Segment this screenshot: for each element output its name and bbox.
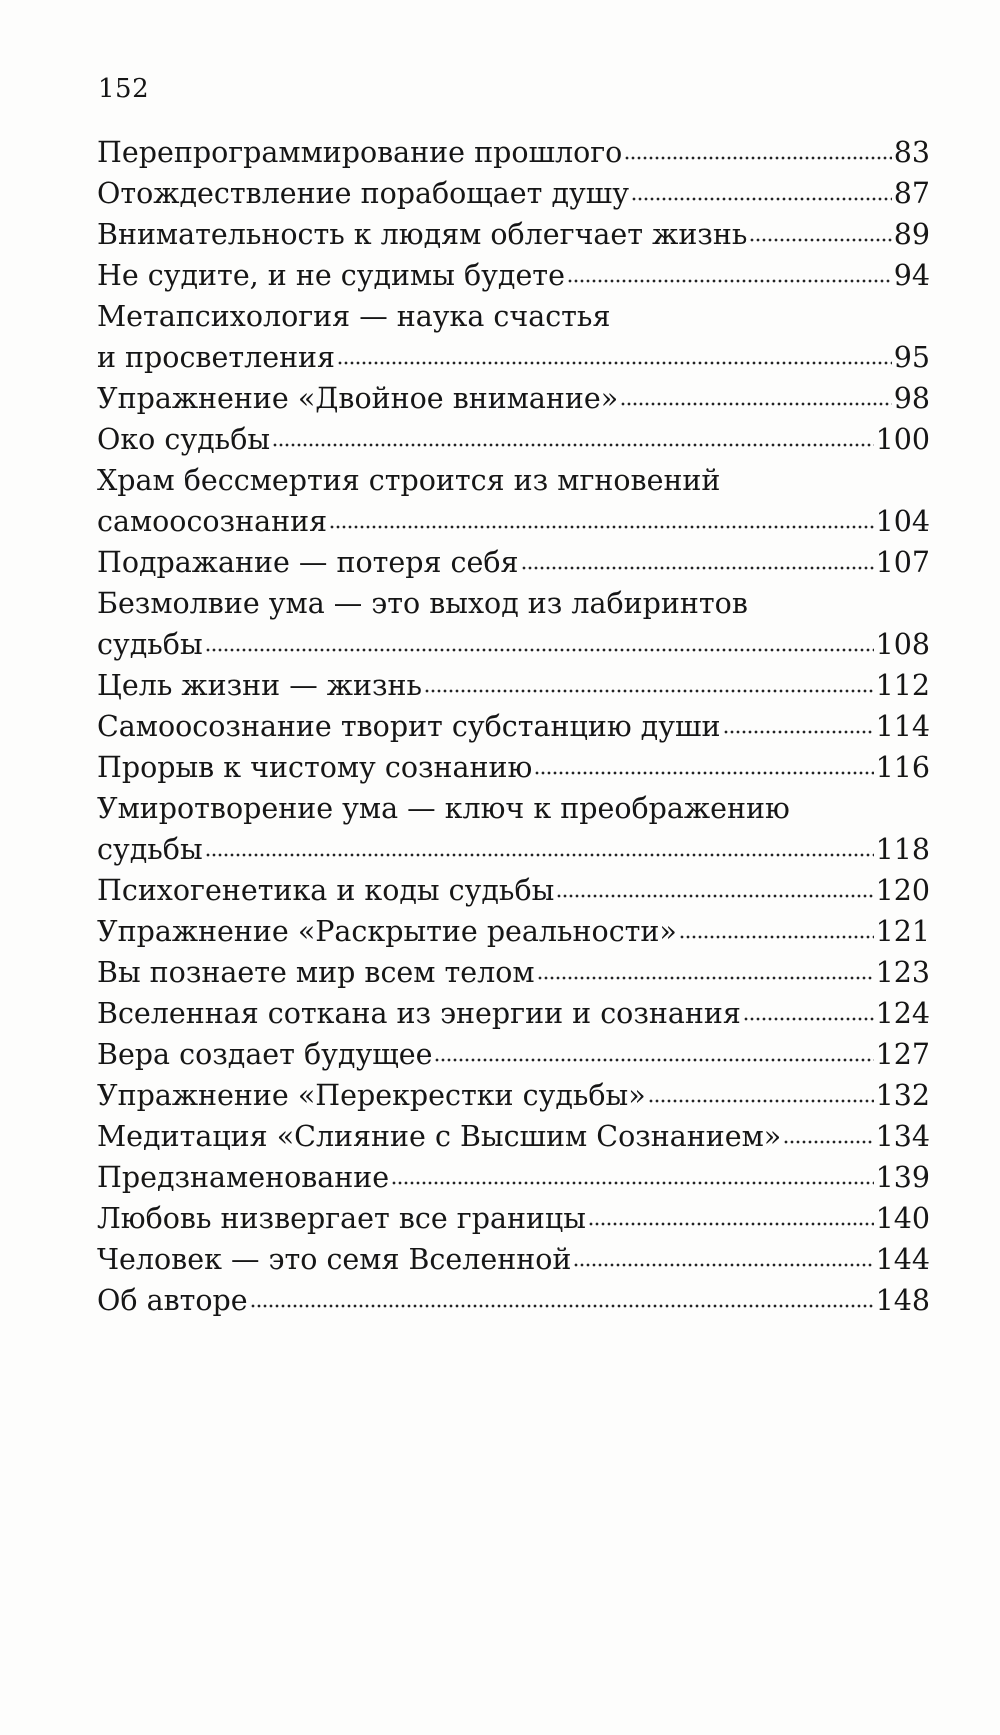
toc-entry-row [97, 1034, 930, 1075]
dot-leader [521, 566, 874, 570]
toc-entry-page: 95 [893, 341, 930, 374]
dot-leader [534, 771, 873, 775]
dot-leader [567, 279, 892, 283]
toc-entry [97, 1198, 930, 1239]
toc-entry-row [97, 829, 930, 870]
dot-leader [588, 1222, 874, 1226]
toc-entry-page: 123 [875, 956, 930, 989]
toc-entry-page: 121 [875, 915, 930, 948]
dot-leader [391, 1181, 873, 1185]
toc-entry-page: 112 [875, 669, 930, 702]
toc-entry-title: самоосознания [97, 505, 328, 538]
dot-leader [679, 935, 874, 939]
toc-entry [97, 460, 930, 542]
toc-entry-page: 124 [875, 997, 930, 1030]
toc-entry [97, 583, 930, 665]
toc-entry-row [97, 1157, 930, 1198]
toc-entry-row [97, 255, 930, 296]
toc-entry-page: 139 [875, 1161, 930, 1194]
toc-entry-page: 144 [875, 1243, 930, 1276]
dot-leader [620, 402, 892, 406]
toc-entry-row [97, 706, 930, 747]
toc-entry-title: и просветления [97, 341, 336, 374]
toc-entry-row [97, 952, 930, 993]
toc-entry-page: 140 [875, 1202, 930, 1235]
toc-entry-page: 104 [875, 505, 930, 538]
dot-leader [573, 1263, 873, 1267]
toc-entry [97, 173, 930, 214]
toc-entry-title: судьбы [97, 628, 203, 661]
toc-entry-row [97, 665, 930, 706]
toc-entry-page: 94 [893, 259, 930, 292]
toc-entry [97, 296, 930, 378]
toc-entry-page: 107 [875, 546, 930, 579]
dot-leader [723, 730, 874, 734]
toc-entry-row [97, 173, 930, 214]
dot-leader [624, 156, 891, 160]
dot-leader [749, 238, 891, 242]
toc-entry-title: Любовь низвергает все границы [97, 1202, 586, 1235]
toc-entry-title: Об авторе [97, 1284, 248, 1317]
toc-entry-title: Цель жизни — жизнь [97, 669, 423, 702]
toc-entry-title: Упражнение «Перекрестки судьбы» [97, 1079, 646, 1112]
toc-entry-row [97, 747, 930, 788]
toc-entry-title: Перепрограммирование прошлого [97, 136, 623, 169]
toc-entry-page: 83 [893, 136, 930, 169]
toc-entry [97, 378, 930, 419]
toc-entry-page: 98 [893, 382, 930, 415]
dot-leader [205, 648, 874, 652]
toc-entry [97, 1075, 930, 1116]
dot-leader [205, 853, 874, 857]
toc-entry-title-line1: Умиротворение ума — ключ к преображению [97, 792, 790, 825]
toc-entry-title: Вы познаете мир всем телом [97, 956, 535, 989]
toc-entry-title: Психогенетика и коды судьбы [97, 874, 555, 907]
toc-entry [97, 993, 930, 1034]
toc-entry-row [97, 624, 930, 665]
toc-entry-row [97, 1075, 930, 1116]
toc-entry [97, 1280, 930, 1321]
toc-entry-row [97, 1280, 930, 1321]
toc-entry-title: Прорыв к чистому сознанию [97, 751, 533, 784]
table-of-contents [97, 132, 930, 1321]
toc-entry-row [97, 1116, 930, 1157]
toc-entry-title: Предзнаменование [97, 1161, 390, 1194]
toc-entry-page: 118 [875, 833, 930, 866]
toc-entry [97, 747, 930, 788]
dot-leader [250, 1304, 874, 1308]
toc-entry-row [97, 870, 930, 911]
toc-entry [97, 952, 930, 993]
toc-entry [97, 1034, 930, 1075]
dot-leader [648, 1099, 874, 1103]
toc-entry-title: Вселенная соткана из энергии и сознания [97, 997, 741, 1030]
toc-entry-title: Самоосознание творит субстанцию души [97, 710, 721, 743]
toc-entry [97, 132, 930, 173]
toc-entry-row [97, 214, 930, 255]
toc-entry-page: 108 [875, 628, 930, 661]
toc-entry [97, 788, 930, 870]
toc-entry-page: 114 [875, 710, 930, 743]
toc-entry-row [97, 501, 930, 542]
toc-entry-title: Подражание — потеря себя [97, 546, 519, 579]
toc-entry-page: 100 [875, 423, 930, 456]
toc-entry-row [97, 993, 930, 1034]
toc-entry-title: Внимательность к людям облегчает жизнь [97, 218, 748, 251]
dot-leader [424, 689, 874, 693]
toc-entry-page: 127 [875, 1038, 930, 1071]
page-number: 152 [98, 74, 150, 104]
toc-entry-row [97, 378, 930, 419]
toc-entry-title: Отождествление порабощает душу [97, 177, 630, 210]
toc-entry-title-line1: Храм бессмертия строится из мгновений [97, 464, 721, 497]
toc-entry-title: судьбы [97, 833, 203, 866]
toc-entry [97, 706, 930, 747]
toc-entry-title: Человек — это семя Вселенной [97, 1243, 572, 1276]
toc-entry [97, 1239, 930, 1280]
toc-entry-row [97, 337, 930, 378]
toc-entry-page: 148 [875, 1284, 930, 1317]
dot-leader [783, 1140, 873, 1144]
toc-entry-title: Медитация «Слияние с Высшим Сознанием» [97, 1120, 782, 1153]
dot-leader [434, 1058, 873, 1062]
toc-entry-row [97, 542, 930, 583]
toc-entry-title-line1: Безмолвие ума — это выход из лабиринтов [97, 587, 748, 620]
toc-entry [97, 1157, 930, 1198]
toc-entry-page: 116 [875, 751, 930, 784]
toc-entry-title: Упражнение «Раскрытие реальности» [97, 915, 677, 948]
toc-entry-row [97, 1239, 930, 1280]
toc-entry [97, 911, 930, 952]
toc-entry-page: 132 [875, 1079, 930, 1112]
dot-leader [337, 361, 892, 365]
toc-entry-row [97, 419, 930, 460]
toc-entry [97, 1116, 930, 1157]
dot-leader [329, 525, 874, 529]
toc-entry-page: 89 [893, 218, 930, 251]
toc-entry [97, 214, 930, 255]
toc-entry [97, 542, 930, 583]
toc-entry-title: Око судьбы [97, 423, 271, 456]
toc-entry-row [97, 1198, 930, 1239]
dot-leader [556, 894, 873, 898]
dot-leader [272, 443, 874, 447]
toc-entry-row [97, 911, 930, 952]
toc-entry [97, 419, 930, 460]
toc-entry-title: Не судите, и не судимы будете [97, 259, 565, 292]
toc-entry-page: 87 [893, 177, 930, 210]
toc-entry-title: Упражнение «Двойное внимание» [97, 382, 619, 415]
toc-entry-page: 134 [875, 1120, 930, 1153]
toc-entry-title: Вера создает будущее [97, 1038, 433, 1071]
toc-entry [97, 255, 930, 296]
dot-leader [537, 976, 874, 980]
toc-entry [97, 870, 930, 911]
toc-entry-row [97, 132, 930, 173]
toc-entry-page: 120 [875, 874, 930, 907]
dot-leader [743, 1017, 874, 1021]
toc-entry [97, 665, 930, 706]
toc-entry-title-line1: Метапсихология — наука счастья [97, 300, 611, 333]
dot-leader [631, 197, 892, 201]
